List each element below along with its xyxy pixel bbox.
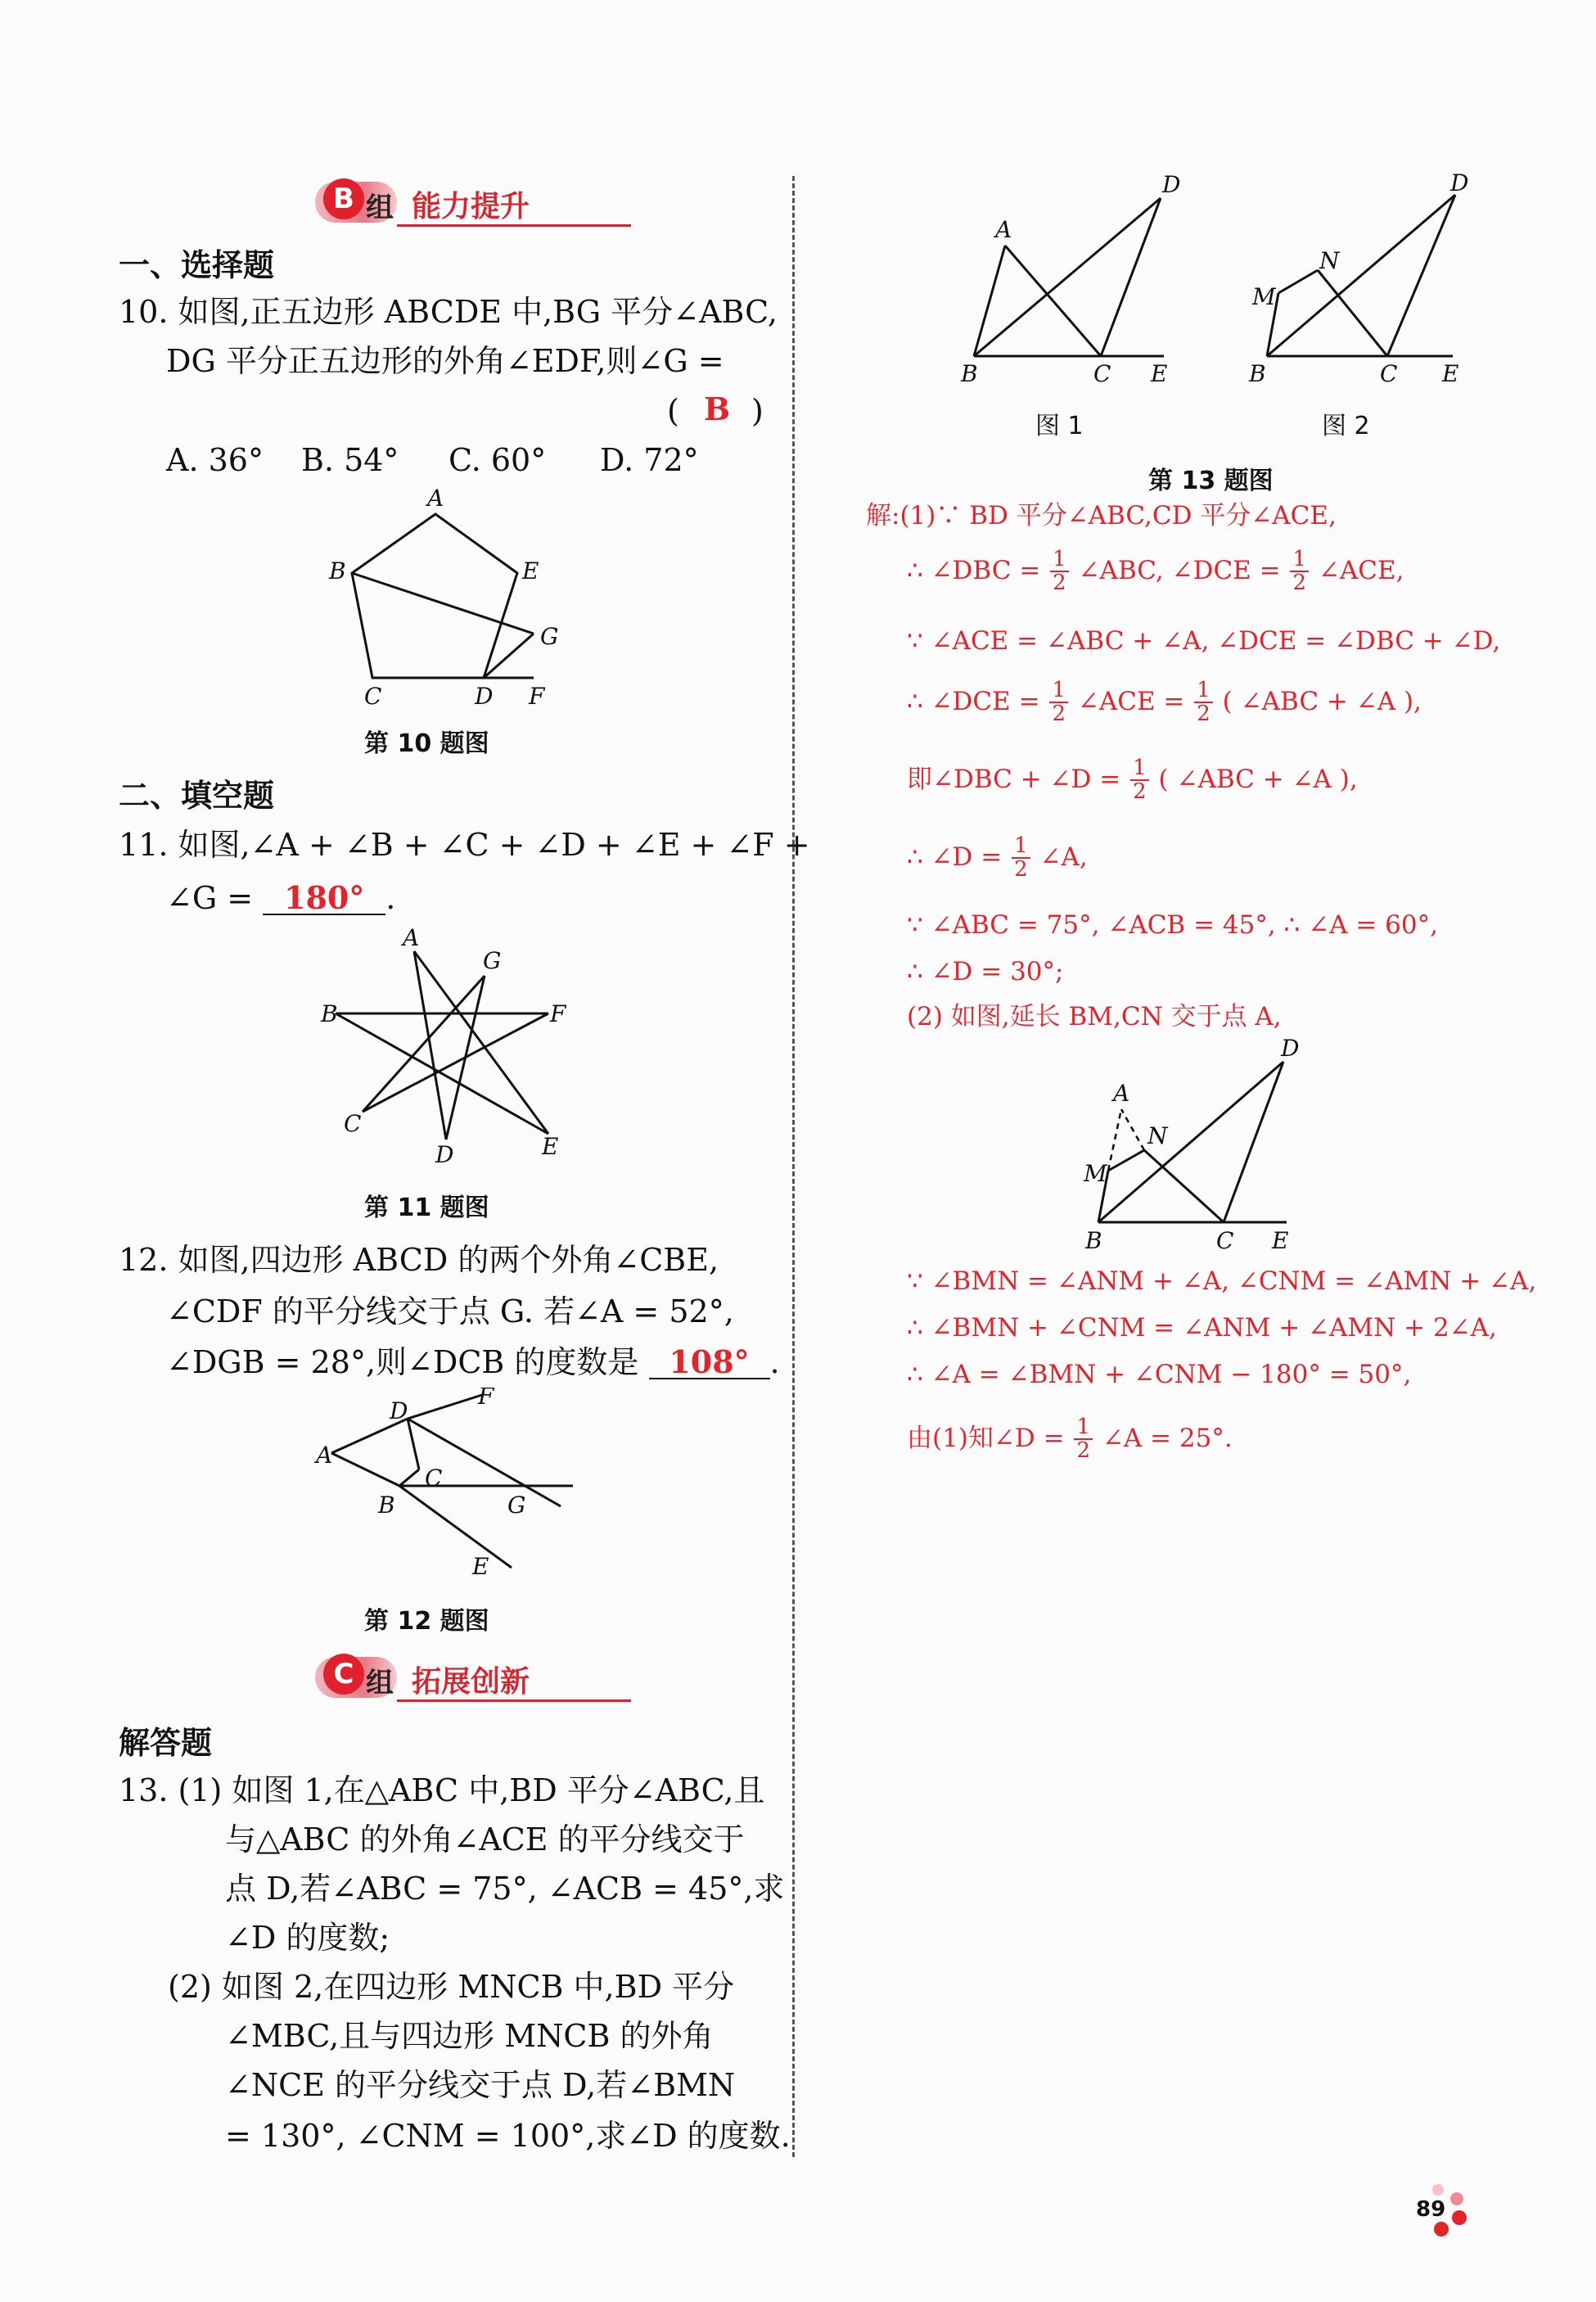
group-underline bbox=[397, 1699, 631, 1702]
q13-p1-line3: 点 D,若∠ABC = 75°, ∠ACB = 45°,求 bbox=[225, 1871, 785, 1907]
half-fraction bbox=[1130, 757, 1149, 804]
label-c: C bbox=[1216, 1227, 1234, 1254]
sol-line10: ∵ ∠BMN = ∠ANM + ∠A, ∠CNM = ∠AMN + ∠A, bbox=[907, 1266, 1537, 1296]
sol-line11: ∴ ∠BMN + ∠CNM = ∠ANM + ∠AMN + 2∠A, bbox=[907, 1313, 1497, 1343]
label-f: F bbox=[529, 683, 545, 710]
label-b: B bbox=[1085, 1227, 1102, 1254]
label-g: G bbox=[540, 623, 559, 650]
sol-text: ∴ ∠DBC = bbox=[907, 555, 1041, 585]
page-number-decoration bbox=[1416, 2178, 1490, 2243]
label-n: N bbox=[1319, 247, 1340, 274]
q11-line1: 11. 如图,∠A + ∠B + ∠C + ∠D + ∠E + ∠F + bbox=[119, 827, 810, 863]
q13-fig2-caption: 图 2 bbox=[1322, 412, 1370, 440]
dot bbox=[1434, 2222, 1449, 2237]
frac-den: 2 bbox=[1133, 779, 1147, 805]
q13-p2-line4: = 130°, ∠CNM = 100°,求∠D 的度数. bbox=[225, 2118, 791, 2154]
q12-line3-post: . bbox=[769, 1344, 780, 1380]
frac-num: 1 bbox=[1012, 835, 1030, 859]
group-suffix: 组 bbox=[366, 192, 394, 224]
sol-line5 bbox=[907, 757, 1358, 804]
q11-caption: 第 11 题图 bbox=[364, 1194, 489, 1222]
page-number: 89 bbox=[1416, 2197, 1446, 2222]
q10-figure bbox=[311, 483, 589, 712]
q13-p1-line1: 13. (1) 如图 1,在△ABC 中,BD 平分∠ABC,且 bbox=[119, 1772, 765, 1808]
label-e: E bbox=[1272, 1227, 1289, 1254]
label-e: E bbox=[1442, 360, 1459, 387]
q11-blank bbox=[263, 879, 385, 916]
label-b: B bbox=[1249, 360, 1266, 387]
sol-text: ∠A, bbox=[1039, 842, 1088, 872]
q12-line3 bbox=[166, 1343, 780, 1380]
label-f: F bbox=[550, 1000, 566, 1027]
sol-line9: (2) 如图,延长 BM,CN 交于点 A, bbox=[907, 1002, 1282, 1031]
q10-paren-open: ( bbox=[667, 393, 679, 429]
frac-num: 1 bbox=[1074, 1416, 1093, 1440]
label-a: A bbox=[427, 485, 444, 512]
half-fraction bbox=[1290, 548, 1309, 595]
group-title: 拓展创新 bbox=[412, 1665, 530, 1699]
section-fill: 二、填空题 bbox=[119, 778, 275, 814]
half-fraction bbox=[1012, 835, 1030, 882]
group-title: 能力提升 bbox=[412, 190, 530, 223]
q13-figure-2 bbox=[1236, 164, 1498, 393]
half-fraction bbox=[1049, 679, 1068, 726]
q12-caption: 第 12 题图 bbox=[364, 1607, 489, 1636]
sol-line3: ∵ ∠ACE = ∠ABC + ∠A, ∠DCE = ∠DBC + ∠D, bbox=[907, 626, 1501, 656]
frac-den: 2 bbox=[1197, 702, 1211, 727]
frac-den: 2 bbox=[1076, 1438, 1090, 1464]
label-c: C bbox=[344, 1110, 362, 1137]
q10-option-a: A. 36° bbox=[166, 442, 264, 478]
q10-paren-close: ) bbox=[751, 393, 764, 429]
group-letter: C bbox=[323, 1654, 364, 1695]
label-e: E bbox=[472, 1553, 489, 1580]
sol-text: 由(1)知∠D = bbox=[907, 1423, 1065, 1453]
label-e: E bbox=[522, 557, 539, 585]
sol-text: ∠ABC, ∠DCE = bbox=[1078, 555, 1281, 585]
pentagon bbox=[352, 514, 517, 678]
q13-p2-line3: ∠NCE 的平分线交于点 D,若∠BMN bbox=[225, 2067, 736, 2103]
frac-den: 2 bbox=[1052, 702, 1066, 727]
q13-p2-line1: (2) 如图 2,在四边形 MNCB 中,BD 平分 bbox=[168, 1969, 735, 2005]
q12-line2: ∠CDF 的平分线交于点 G. 若∠A = 52°, bbox=[166, 1293, 734, 1329]
label-a: A bbox=[1113, 1080, 1130, 1107]
label-f: F bbox=[478, 1388, 494, 1410]
sol-text: ∠ACE = bbox=[1077, 686, 1185, 716]
label-e: E bbox=[542, 1133, 559, 1160]
label-a: A bbox=[995, 216, 1012, 243]
q13-p1-line2: 与△ABC 的外角∠ACE 的平分线交于 bbox=[225, 1821, 745, 1857]
half-fraction bbox=[1074, 1416, 1093, 1463]
label-b: B bbox=[378, 1492, 395, 1519]
q11-line2-post: . bbox=[385, 880, 396, 916]
frac-den: 2 bbox=[1292, 571, 1307, 596]
q10-option-b: B. 54° bbox=[301, 442, 399, 478]
label-g: G bbox=[507, 1492, 526, 1519]
sol-text: ∠ACE, bbox=[1318, 555, 1404, 585]
frac-num: 1 bbox=[1130, 757, 1149, 781]
label-d: D bbox=[435, 1141, 454, 1168]
half-fraction bbox=[1194, 679, 1213, 726]
sol-text: ( ∠ABC + ∠A ), bbox=[1222, 686, 1422, 716]
dot bbox=[1450, 2192, 1463, 2205]
section-choice: 一、选择题 bbox=[119, 247, 275, 283]
q10-option-c: C. 60° bbox=[449, 442, 547, 478]
label-d: D bbox=[1162, 171, 1181, 198]
frac-num: 1 bbox=[1290, 548, 1309, 572]
section-answer: 解答题 bbox=[119, 1725, 213, 1761]
label-b: B bbox=[961, 360, 978, 387]
frac-num: 1 bbox=[1049, 679, 1068, 703]
dot bbox=[1432, 2184, 1444, 2196]
q10-option-d: D. 72° bbox=[600, 442, 699, 478]
label-d: D bbox=[1281, 1036, 1300, 1062]
sol-text: ∴ ∠D = bbox=[907, 842, 1003, 872]
label-c: C bbox=[364, 683, 382, 710]
sol-line2 bbox=[907, 548, 1404, 595]
label-a: A bbox=[403, 925, 420, 951]
frac-num: 1 bbox=[1050, 548, 1069, 572]
q13-p2-line2: ∠MBC,且与四边形 MNCB 的外角 bbox=[225, 2018, 714, 2054]
group-b-header bbox=[315, 178, 642, 226]
q11-answer: 180° bbox=[284, 879, 365, 916]
label-c: C bbox=[425, 1465, 443, 1492]
sol-line12: ∴ ∠A = ∠BMN + ∠CNM − 180° = 50°, bbox=[907, 1360, 1412, 1389]
label-c: C bbox=[1093, 360, 1111, 387]
label-c: C bbox=[1380, 360, 1398, 387]
label-d: D bbox=[475, 683, 494, 710]
sol-line8: ∴ ∠D = 30°; bbox=[907, 957, 1064, 986]
q10-caption: 第 10 题图 bbox=[364, 729, 489, 758]
q10-line2: DG 平分正五边形的外角∠EDF,则∠G = bbox=[166, 343, 724, 379]
frac-num: 1 bbox=[1194, 679, 1213, 703]
frac-den: 2 bbox=[1053, 571, 1066, 596]
column-divider bbox=[792, 176, 795, 2157]
q12-figure bbox=[311, 1388, 589, 1588]
q10-line1: 10. 如图,正五边形 ABCDE 中,BG 平分∠ABC, bbox=[119, 294, 778, 330]
label-d: D bbox=[1450, 169, 1469, 196]
sol-text: 即∠DBC + ∠D = bbox=[907, 764, 1121, 794]
group-suffix: 组 bbox=[366, 1667, 394, 1699]
sol-line7: ∵ ∠ABC = 75°, ∠ACB = 45°, ∴ ∠A = 60°, bbox=[907, 910, 1438, 940]
group-letter: B bbox=[323, 178, 364, 219]
q13-caption: 第 13 题图 bbox=[1148, 467, 1274, 495]
sol-text: ∴ ∠DCE = bbox=[907, 686, 1040, 716]
half-fraction bbox=[1050, 548, 1069, 595]
dot bbox=[1452, 2210, 1467, 2225]
label-m: M bbox=[1084, 1160, 1107, 1187]
frac-den: 2 bbox=[1014, 857, 1028, 882]
label-m: M bbox=[1252, 283, 1276, 310]
q10-answer: B bbox=[704, 390, 731, 427]
q12-line1: 12. 如图,四边形 ABCD 的两个外角∠CBE, bbox=[119, 1242, 719, 1278]
q12-line3-pre: ∠DGB = 28°,则∠DCB 的度数是 bbox=[166, 1344, 639, 1380]
label-d: D bbox=[390, 1397, 408, 1424]
q12-blank bbox=[649, 1343, 770, 1380]
group-underline bbox=[397, 224, 631, 227]
group-c-header bbox=[315, 1654, 642, 1701]
q11-line2 bbox=[166, 879, 396, 916]
q12-answer: 108° bbox=[669, 1343, 750, 1380]
sol-line4 bbox=[907, 679, 1422, 726]
q13-figure-1 bbox=[949, 164, 1211, 393]
sol-text: ∠A = 25°. bbox=[1102, 1423, 1233, 1453]
sol-text: ( ∠ABC + ∠A ), bbox=[1158, 764, 1358, 794]
q11-line2-pre: ∠G = bbox=[166, 880, 254, 916]
q11-figure bbox=[311, 925, 589, 1179]
q13-fig1-caption: 图 1 bbox=[1035, 412, 1084, 440]
label-n: N bbox=[1147, 1122, 1168, 1149]
label-b: B bbox=[321, 1000, 338, 1027]
label-b: B bbox=[329, 557, 346, 585]
solution-figure bbox=[1072, 1036, 1334, 1265]
q13-p1-line4: ∠D 的度数; bbox=[225, 1920, 390, 1956]
sol-line13 bbox=[907, 1416, 1233, 1463]
sol-line6 bbox=[907, 835, 1088, 882]
label-e: E bbox=[1151, 360, 1168, 387]
label-g: G bbox=[483, 947, 502, 974]
label-a: A bbox=[316, 1442, 333, 1469]
sol-line1: 解:(1)∵ BD 平分∠ABC,CD 平分∠ACE, bbox=[866, 501, 1337, 530]
